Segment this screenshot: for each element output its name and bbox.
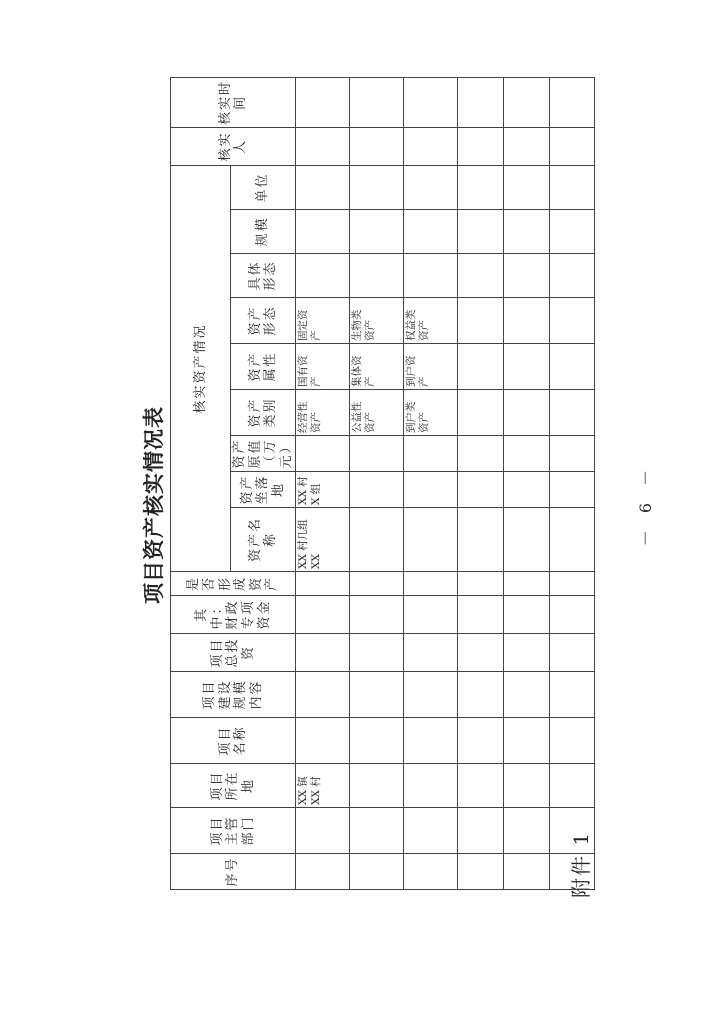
cell-total-invest [550,634,595,672]
cell-dept [296,808,350,854]
cell-scale-content [550,672,595,718]
cell-name [350,718,404,764]
cell-asset-location [350,472,404,508]
cell-dept [350,808,404,854]
cell-seq [458,854,504,890]
cell-asset-name [550,508,595,572]
header-asset-ownership: 资产属性 [231,344,296,390]
cell-asset-ownership [504,344,550,390]
cell-forms-asset [550,572,595,596]
cell-fiscal-fund [458,596,504,634]
cell-specific-form [350,254,404,298]
cell-unit [350,165,404,209]
cell-unit [458,165,504,209]
table-row [550,77,595,889]
cell-location [458,764,504,808]
cell-total-invest [504,634,550,672]
cell-specific-form [550,254,595,298]
cell-scale [350,210,404,254]
cell-forms-asset [350,572,404,596]
cell-unit [550,165,595,209]
attachment-label: 附件 1 [569,830,593,898]
cell-specific-form [404,254,458,298]
header-name: 项目名称 [171,718,296,764]
cell-asset-category [504,390,550,436]
cell-asset-name [350,508,404,572]
cell-scale [458,210,504,254]
cell-asset-category: 到户类资产 [404,390,458,436]
cell-asset-ownership [550,344,595,390]
cell-asset-location [504,472,550,508]
cell-specific-form [296,254,350,298]
cell-forms-asset [458,572,504,596]
cell-asset-category [458,390,504,436]
header-scale-content: 项目建设规模内容 [171,672,296,718]
header-asset-form: 资产形态 [231,298,296,344]
header-fiscal-fund: 其中：财政专项资金 [171,596,296,634]
table-row [458,77,504,889]
cell-verifier [504,127,550,165]
header-scale: 规模 [231,210,296,254]
header-total-invest: 项目总投资 [171,634,296,672]
cell-seq [550,854,595,890]
cell-verifier [350,127,404,165]
header-unit: 单位 [231,165,296,209]
cell-location [550,764,595,808]
cell-asset-category: 公益性资产 [350,390,404,436]
cell-location [404,764,458,808]
cell-asset-form [504,298,550,344]
cell-name [404,718,458,764]
cell-seq [350,854,404,890]
cell-scale [550,210,595,254]
cell-total-invest [296,634,350,672]
cell-scale-content [458,672,504,718]
cell-asset-name [458,508,504,572]
cell-asset-value [404,436,458,472]
header-asset-category: 资产类别 [231,390,296,436]
cell-asset-value [504,436,550,472]
cell-asset-name [504,508,550,572]
cell-asset-location [550,472,595,508]
cell-fiscal-fund [504,596,550,634]
cell-scale [504,210,550,254]
cell-asset-category: 经营性资产 [296,390,350,436]
cell-asset-value [550,436,595,472]
cell-asset-location: XX 村 X 组 [296,472,350,508]
header-seq: 序号 [171,854,296,890]
cell-location [350,764,404,808]
cell-forms-asset [504,572,550,596]
table-row [404,77,458,889]
cell-verify-time [550,77,595,127]
cell-name [296,718,350,764]
cell-seq [504,854,550,890]
cell-location: XX 镇 XX 村 [296,764,350,808]
cell-scale-content [350,672,404,718]
cell-name [458,718,504,764]
cell-asset-form: 生物类资产 [350,298,404,344]
cell-verifier [458,127,504,165]
cell-unit [404,165,458,209]
cell-verify-time [296,77,350,127]
cell-asset-ownership: 国有资产 [296,344,350,390]
table-row [296,77,350,889]
cell-asset-location [404,472,458,508]
cell-name [504,718,550,764]
cell-asset-category [550,390,595,436]
cell-verifier [296,127,350,165]
cell-fiscal-fund [296,596,350,634]
cell-asset-ownership [458,344,504,390]
cell-verify-time [504,77,550,127]
header-forms-asset: 是否形成资产 [171,572,296,596]
cell-dept [458,808,504,854]
cell-asset-form [458,298,504,344]
cell-verify-time [350,77,404,127]
cell-total-invest [350,634,404,672]
cell-asset-form: 权益类资产 [404,298,458,344]
cell-asset-form: 固定资产 [296,298,350,344]
cell-scale [296,210,350,254]
asset-verification-table [170,77,595,890]
cell-forms-asset [404,572,458,596]
cell-asset-location [458,472,504,508]
header-group-verified-assets: 核实资产情况 [171,165,231,571]
table-row [504,77,550,889]
cell-asset-name [404,508,458,572]
cell-total-invest [458,634,504,672]
cell-seq [404,854,458,890]
cell-location [504,764,550,808]
cell-asset-ownership: 到户资产 [404,344,458,390]
header-asset-value: 资产原值（万元） [231,436,296,472]
cell-asset-value [458,436,504,472]
cell-asset-value [296,436,350,472]
cell-dept [550,808,595,854]
cell-verifier [404,127,458,165]
table-title: 项目资产核实情况表 [141,406,166,604]
header-asset-location: 资产坐落地 [231,472,296,508]
header-verify-time: 核实时间 [171,77,296,127]
cell-dept [504,808,550,854]
cell-verify-time [458,77,504,127]
cell-fiscal-fund [350,596,404,634]
cell-total-invest [404,634,458,672]
cell-specific-form [458,254,504,298]
cell-asset-ownership: 集体资产 [350,344,404,390]
cell-verify-time [404,77,458,127]
cell-dept [404,808,458,854]
header-specific-form: 具体形态 [231,254,296,298]
cell-asset-value [350,436,404,472]
cell-asset-name: XX 村几组 XX [296,508,350,572]
cell-fiscal-fund [550,596,595,634]
cell-scale [404,210,458,254]
header-location: 项目所在地 [171,764,296,808]
cell-seq [296,854,350,890]
page-number: － 6 － [636,463,655,547]
header-asset-name: 资产名称 [231,508,296,572]
cell-unit [296,165,350,209]
cell-specific-form [504,254,550,298]
cell-forms-asset [296,572,350,596]
table-row [350,77,404,889]
header-dept: 项目主管部门 [171,808,296,854]
cell-scale-content [296,672,350,718]
cell-verifier [550,127,595,165]
cell-name [550,718,595,764]
cell-fiscal-fund [404,596,458,634]
header-row-1 [171,77,231,889]
cell-unit [504,165,550,209]
cell-scale-content [504,672,550,718]
cell-asset-form [550,298,595,344]
header-verifier: 核实人 [171,127,296,165]
cell-scale-content [404,672,458,718]
